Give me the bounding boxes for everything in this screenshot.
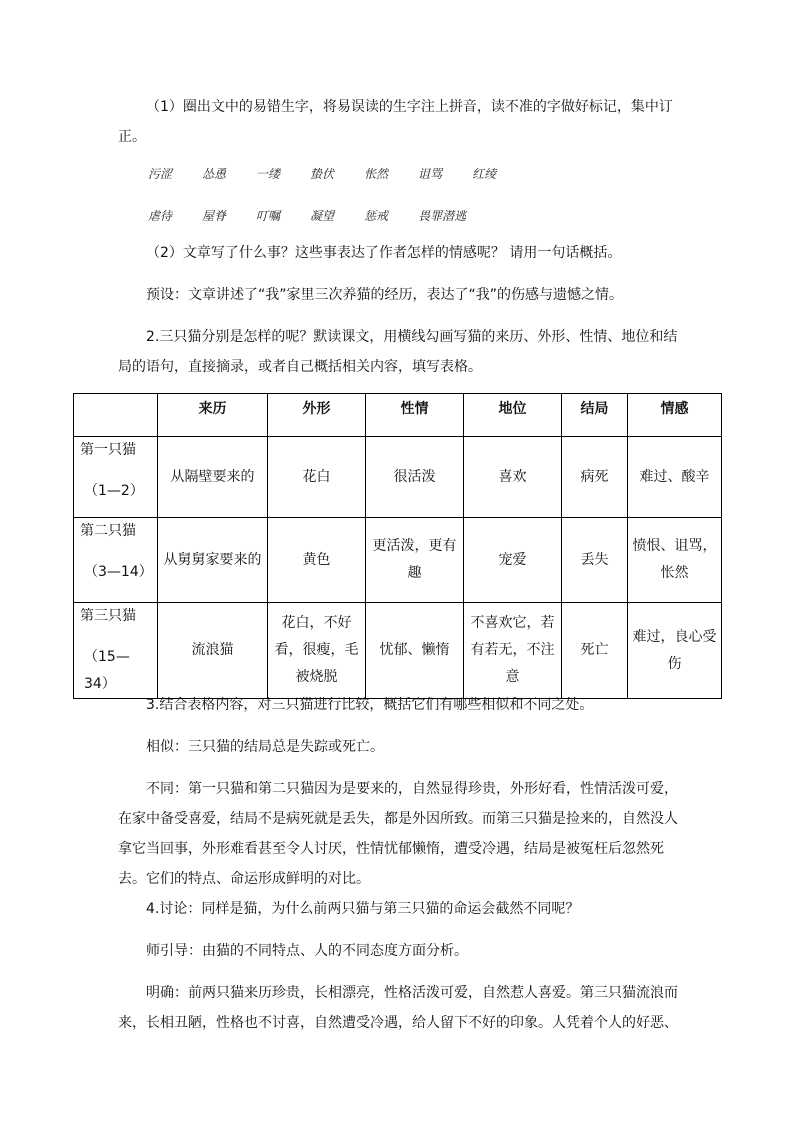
header-cell: 外形 xyxy=(268,394,366,437)
cat-comparison-table xyxy=(73,393,722,699)
vocab-word: 畏罪潜逃 xyxy=(418,209,467,223)
header-cell xyxy=(74,394,158,437)
vocab-word: 虐待 xyxy=(148,209,173,223)
clarification: 明确：前两只猫来历珍贵，长相漂亮，性格活泼可爱，自然惹人喜爱。第三只猫流浪而来，长相丑陋，性格也不讨喜，自然遭受冷遇，给人留下不好的印象。人凭着个人的好恶、 xyxy=(118,985,678,1031)
question-2: （2）文章写了什么事？这些事表达了作者怎样的情感呢？ 请用一句话概括。 xyxy=(146,245,622,261)
teacher-guidance: 师引导：由猫的不同特点、人的不同态度方面分析。 xyxy=(146,943,468,959)
vocab-row-2 xyxy=(148,207,496,224)
row-header xyxy=(74,603,158,699)
table-cell: 黄色 xyxy=(268,518,366,603)
task-3: 3.结合表格内容，对三只猫进行比较，概括它们有哪些相似和不同之处。 xyxy=(146,697,594,713)
cat-name: 第三只猫 xyxy=(80,608,136,624)
vocab-word: 污涩 xyxy=(148,167,173,181)
table-cell: 忧郁、懒惰 xyxy=(366,603,464,699)
table-cell: 宠爱 xyxy=(464,518,562,603)
vocab-word: 怂恿 xyxy=(202,167,227,181)
table-row xyxy=(74,518,722,603)
table-cell: 从隔壁要来的 xyxy=(158,437,268,518)
table-cell: 不喜欢它，若有若无，不注意 xyxy=(464,603,562,699)
table-row xyxy=(74,603,722,699)
table-row xyxy=(74,437,722,518)
vocab-row-1 xyxy=(148,165,526,182)
discussion-question: 4.讨论：同样是猫，为什么前两只猫与第三只猫的命运会截然不同呢？ xyxy=(146,901,580,917)
preset-answer: 预设：文章讲述了“我”家里三次养猫的经历，表达了“我”的伤感与遗憾之情。 xyxy=(146,287,624,303)
similarity: 相似：三只猫的结局总是失踪或死亡。 xyxy=(146,739,384,755)
header-cell: 来历 xyxy=(158,394,268,437)
table-cell: 死亡 xyxy=(562,603,628,699)
difference: 不同：第一只猫和第二只猫因为是要来的，自然显得珍贵，外形好看，性情活泼可爱，在家中备受喜爱，结局不是病死就是丢失，都是外因所致。而第三只猫是捡来的，自然没人拿它当回事，外形难看甚至令人讨厌，性情忧郁懒惰，遭受冷遇，结局是被冤枉后忽然死去。它们的特点、命运形成鲜明的对比。 xyxy=(118,781,678,887)
table-cell: 喜欢 xyxy=(464,437,562,518)
header-cell: 情感 xyxy=(628,394,722,437)
vocab-word: 凝望 xyxy=(310,209,335,223)
vocab-word: 蛰伏 xyxy=(310,167,335,181)
row-header xyxy=(74,518,158,603)
paragraph-range: （1—2） xyxy=(84,483,144,499)
row-header xyxy=(74,437,158,518)
instruction-1: （1）圈出文中的易错生字，将易误读的生字注上拼音，读不准的字做好标记，集中订正。 xyxy=(118,99,673,145)
table-cell: 从舅舅家要来的 xyxy=(158,518,268,603)
vocab-word: 屋脊 xyxy=(202,209,227,223)
header-cell: 结局 xyxy=(562,394,628,437)
table-header-row xyxy=(74,394,722,437)
table-cell: 愤恨、诅骂，怅然 xyxy=(628,518,722,603)
table-cell: 更活泼，更有趣 xyxy=(366,518,464,603)
vocab-word: 诅骂 xyxy=(418,167,443,181)
vocab-word: 一缕 xyxy=(256,167,281,181)
task-2: 2.三只猫分别是怎样的呢？默读课文，用横线勾画写猫的来历、外形、性情、地位和结局的语句，直接摘录，或者自己概括相关内容，填写表格。 xyxy=(118,329,678,375)
cat-name: 第二只猫 xyxy=(80,523,136,539)
vocab-word: 叮嘱 xyxy=(256,209,281,223)
vocab-word: 怅然 xyxy=(364,167,389,181)
table-cell: 流浪猫 xyxy=(158,603,268,699)
table-cell: 丢失 xyxy=(562,518,628,603)
table-cell: 难过、酸辛 xyxy=(628,437,722,518)
vocab-word: 红绫 xyxy=(472,167,497,181)
table-cell: 花白 xyxy=(268,437,366,518)
table-cell: 很活泼 xyxy=(366,437,464,518)
table-cell: 花白，不好看，很瘦，毛被烧脱 xyxy=(268,603,366,699)
vocab-word: 惩戒 xyxy=(364,209,389,223)
table-cell: 难过，良心受伤 xyxy=(628,603,722,699)
header-cell: 性情 xyxy=(366,394,464,437)
paragraph-range: （15—34） xyxy=(84,649,130,692)
header-cell: 地位 xyxy=(464,394,562,437)
table-cell: 病死 xyxy=(562,437,628,518)
cat-name: 第一只猫 xyxy=(80,442,136,458)
paragraph-range: （3—14） xyxy=(84,564,153,580)
